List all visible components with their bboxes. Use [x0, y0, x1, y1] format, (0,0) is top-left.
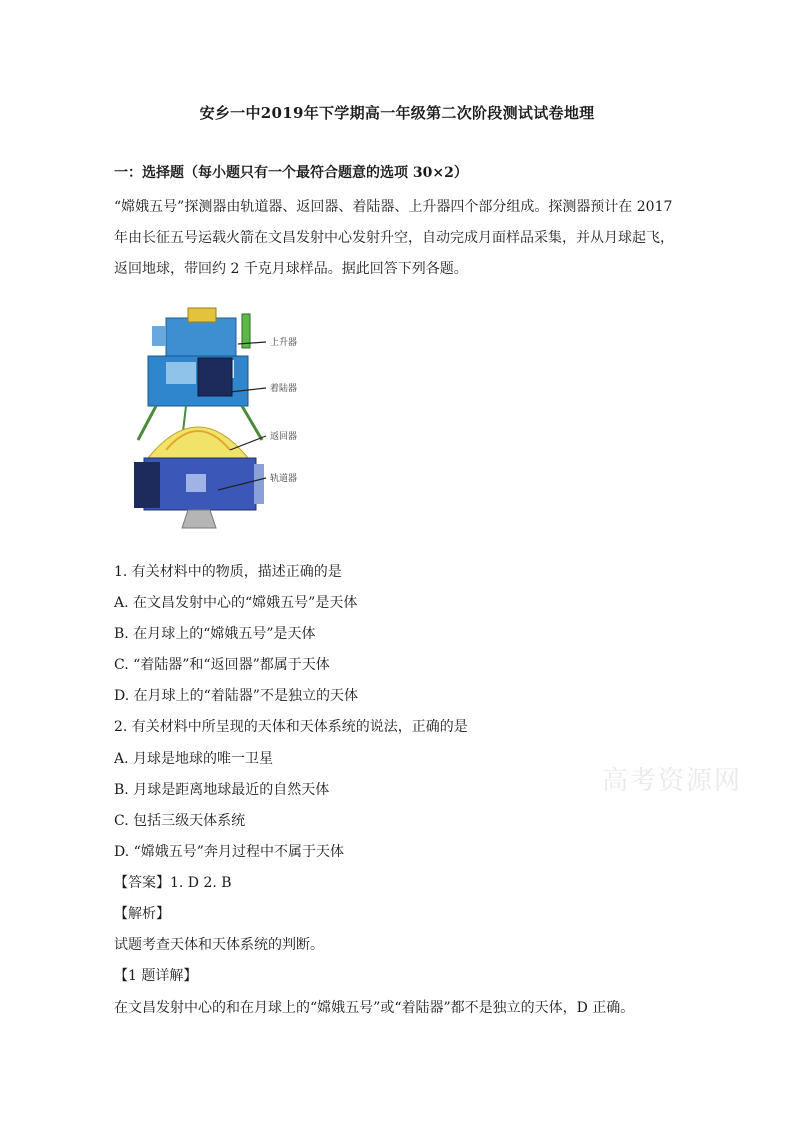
watermark: 高考资源网 — [602, 766, 743, 796]
question-1-option-a: A. 在文昌发射中心的“嫦娥五号”是天体 — [114, 595, 358, 611]
label-returner: 返回器 — [270, 432, 298, 442]
question-2-option-a: A. 月球是地球的唯一卫星 — [114, 751, 274, 767]
probe-illustration — [126, 300, 316, 538]
analysis-header: 【解析】 — [114, 906, 170, 922]
analysis-text: 试题考查天体和天体系统的判断。 — [114, 937, 324, 953]
label-orbiter: 轨道器 — [270, 474, 298, 484]
question-1-option-d: D. 在月球上的“着陆器”不是独立的天体 — [114, 688, 358, 704]
question-1-option-c: C. “着陆器”和“返回器”都属于天体 — [114, 657, 330, 673]
question-2-option-d: D. “嫦娥五号”奔月过程中不属于天体 — [114, 844, 344, 860]
detail-header: 【1 题详解】 — [114, 968, 198, 984]
question-2-option-b: B. 月球是距离地球最近的自然天体 — [114, 782, 330, 798]
question-2-stem: 2. 有关材料中所呈现的天体和天体系统的说法，正确的是 — [114, 719, 468, 735]
detail-text: 在文昌发射中心的和在月球上的“嫦娥五号”或“着陆器”都不是独立的天体，D 正确。 — [114, 1000, 635, 1016]
question-2-option-c: C. 包括三级天体系统 — [114, 813, 246, 829]
answer-line: 【答案】1. D 2. B — [114, 875, 232, 891]
question-1-stem: 1. 有关材料中的物质，描述正确的是 — [114, 564, 342, 580]
label-ascender: 上升器 — [270, 338, 298, 348]
document-title: 安乡一中2019年下学期高一年级第二次阶段测试试卷地理 — [199, 104, 595, 122]
label-lander: 着陆器 — [270, 384, 298, 394]
intro-paragraph: “嫦娥五号”探测器由轨道器、返回器、着陆器、上升器四个部分组成。探测器预计在 2017 年由长征五号运载火箭在文昌发射中心发射升空，自动完成月面样品采集，并从月球起飞，返回地球，带回约 2 千克月球样品。据此回答下列各题。 — [114, 199, 674, 277]
question-1-option-b: B. 在月球上的“嫦娥五号”是天体 — [114, 626, 316, 642]
section-heading: 一：选择题（每小题只有一个最符合题意的选项 30×2） — [114, 165, 468, 181]
